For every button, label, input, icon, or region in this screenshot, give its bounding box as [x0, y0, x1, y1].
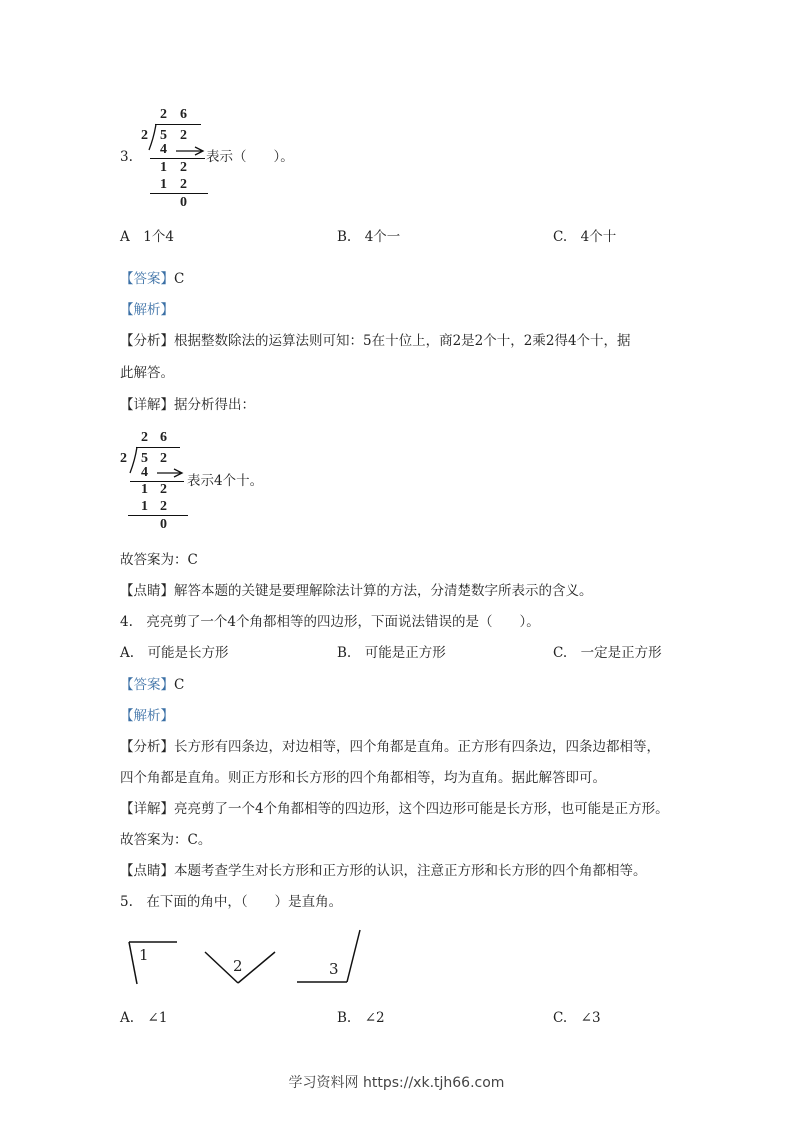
step-digit: 1: [160, 160, 167, 175]
q3-option-b: B. 4个一: [337, 229, 401, 245]
remainder: 0: [180, 195, 187, 210]
angle-3-figure: [295, 928, 365, 988]
step-digit: 1: [141, 482, 148, 497]
q3-option-a: A 1个4: [120, 229, 174, 245]
xiangjie-tag: 【详解】: [120, 397, 174, 413]
fenxi-text: 长方形有四条边，对边相等，四个角都是直角。正方形有四条边，四条边都相等，: [174, 739, 660, 755]
fenxi-text: 根据整数除法的运算法则可知：5在十位上，商2是2个十，2乘2得4个十，据: [174, 333, 631, 349]
q4-analysis-tag: 【解析】: [120, 708, 174, 724]
step-digit: 4: [141, 465, 148, 480]
dividend-digit: 5: [141, 451, 148, 466]
step-digit: 2: [160, 482, 167, 497]
q3-number: 3.: [120, 149, 133, 165]
arrow-right-icon: [157, 468, 187, 478]
q3-analysis-tag: 【解析】: [120, 302, 174, 318]
fenxi-tag: 【分析】: [120, 739, 174, 755]
dianjing-tag: 【点睛】: [120, 863, 174, 879]
q5-option-c: C. ∠3: [553, 1010, 601, 1026]
dianjing-text: 解答本题的关键是要理解除法计算的方法，分清楚数字所表示的含义。: [174, 583, 593, 599]
xiangjie-text: 据分析得出：: [174, 397, 255, 413]
site-footer: 学习资料网 https://xk.tjh66.com: [288, 1075, 505, 1091]
step-digit: 1: [160, 177, 167, 192]
q3-conclusion: 故答案为：C: [120, 552, 198, 568]
answer-value: C: [174, 677, 185, 693]
arrow-right-icon: [176, 146, 206, 156]
quotient-digit: 2: [160, 107, 167, 122]
angle-1-label: 1: [139, 946, 149, 964]
angle-2-label: 2: [233, 957, 243, 975]
q5-option-a: A. ∠1: [120, 1010, 168, 1026]
step-digit: 2: [180, 177, 187, 192]
quotient-digit: 6: [180, 107, 187, 122]
dianjing-tag: 【点睛】: [120, 583, 174, 599]
divisor: 2: [120, 451, 127, 466]
step-digit: 2: [180, 160, 187, 175]
fenxi-tag: 【分析】: [120, 333, 174, 349]
q4-option-b: B. 可能是正方形: [337, 645, 446, 661]
q4-fenxi-cont: 四个角都是直角。则正方形和长方形的四个角都相等，均为直角。据此解答即可。: [120, 770, 606, 786]
answer-tag: 【答案】: [120, 271, 174, 287]
q4-fenxi: [120, 738, 660, 756]
angle-3-label: 3: [329, 960, 339, 978]
q3-option-c: C. 4个十: [553, 229, 617, 245]
q4-xiangjie: [120, 800, 669, 818]
q4-option-a: A. 可能是长方形: [120, 645, 229, 661]
remainder: 0: [160, 517, 167, 532]
q3-suffix: 表示（ ）。: [206, 149, 294, 165]
detail-suffix: 表示4个十。: [187, 473, 264, 489]
angle-2-figure: [203, 950, 283, 990]
q5-option-b: B. ∠2: [337, 1010, 385, 1026]
q4-answer: [120, 676, 184, 694]
step-digit: 2: [160, 499, 167, 514]
q4-question: 4. 亮亮剪了一个4个角都相等的四边形，下面说法错误的是（ ）。: [120, 614, 540, 630]
quotient-digit: 2: [141, 430, 148, 445]
dianjing-text: 本题考查学生对长方形和正方形的认识，注意正方形和长方形的四个角都相等。: [174, 863, 647, 879]
answer-tag: 【答案】: [120, 677, 174, 693]
xiangjie-tag: 【详解】: [120, 801, 174, 817]
q3-fenxi: [120, 332, 631, 350]
divisor: 2: [141, 128, 148, 143]
q3-fenxi-cont: 此解答。: [120, 365, 174, 381]
q3-dianjing: [120, 582, 593, 600]
answer-value: C: [174, 271, 185, 287]
dividend-digit: 2: [180, 128, 187, 143]
dividend-digit: 5: [160, 128, 167, 143]
q4-conclusion: 故答案为：C。: [120, 832, 212, 848]
q5-question: 5. 在下面的角中，（ ）是直角。: [120, 894, 343, 910]
step-digit: 4: [160, 142, 167, 157]
xiangjie-text: 亮亮剪了一个4个角都相等的四边形，这个四边形可能是长方形，也可能是正方形。: [174, 801, 669, 817]
q4-option-c: C. 一定是正方形: [553, 645, 662, 661]
quotient-digit: 6: [160, 430, 167, 445]
angle-1-figure: [127, 938, 187, 988]
dividend-digit: 2: [160, 451, 167, 466]
q3-xiangjie: [120, 396, 255, 414]
q4-dianjing: [120, 862, 647, 880]
q3-answer: [120, 270, 184, 288]
step-digit: 1: [141, 499, 148, 514]
